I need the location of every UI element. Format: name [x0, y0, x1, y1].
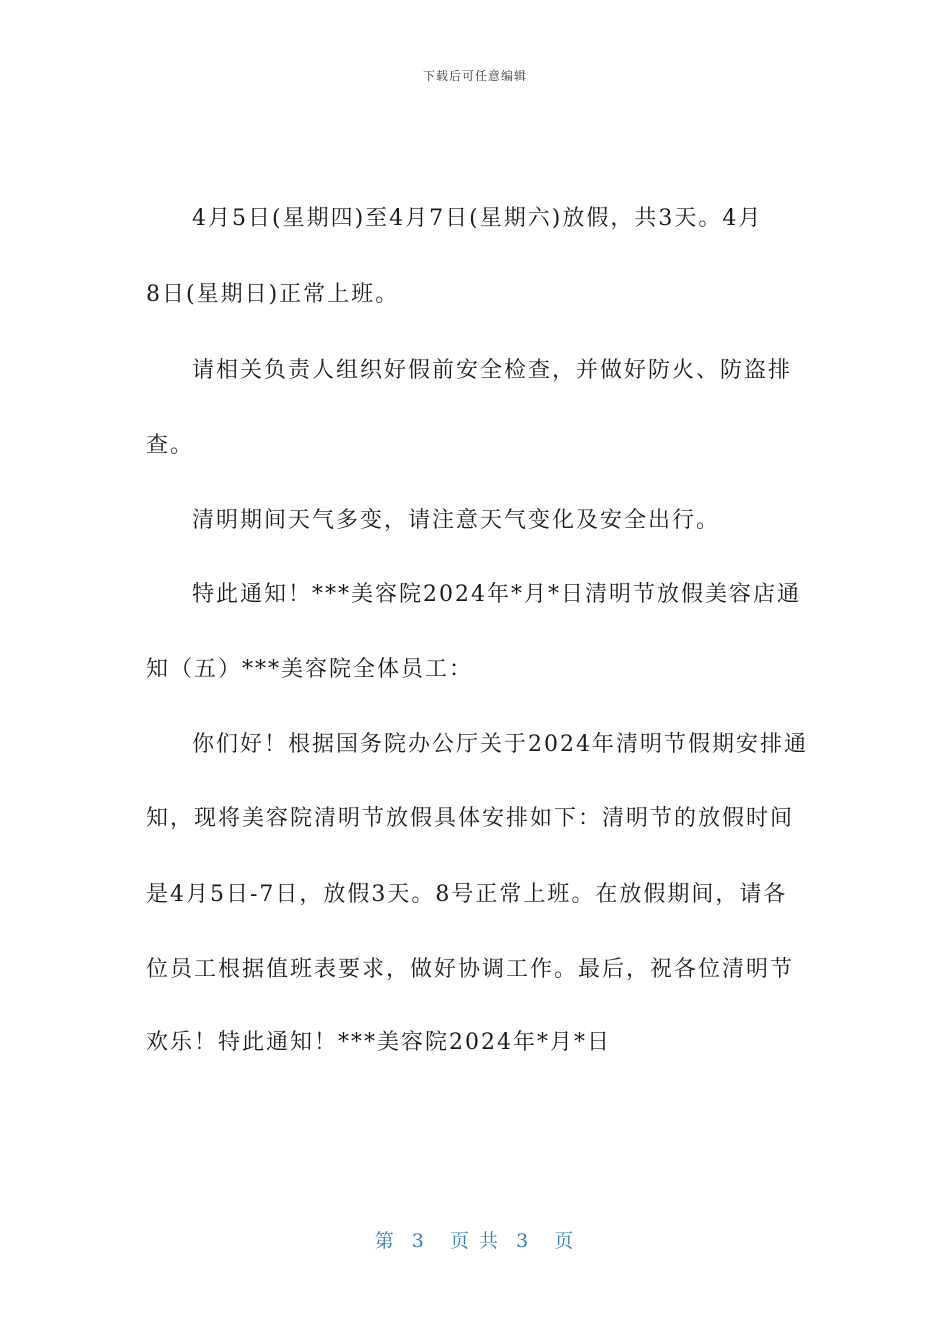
text-line: 知，现将美容院清明节放假具体安排如下：清明节的放假时间	[146, 806, 795, 831]
text-line: 是4月5日-7日，放假3天。8号正常上班。在放假期间，请各	[146, 882, 788, 907]
text-line: 知（五）***美容院全体员工：	[146, 657, 474, 682]
text-line: 位员工根据值班表要求，做好协调工作。最后，祝各位清明节	[146, 957, 795, 982]
text-line: 8日(星期日)正常上班。	[146, 282, 400, 307]
text-line: 你们好！根据国务院办公厅关于2024年清明节假期安排通	[192, 732, 808, 757]
text-line: 特此通知！***美容院2024年*月*日清明节放假美容店通	[192, 582, 801, 607]
text-line: 欢乐！特此通知！***美容院2024年*月*日	[146, 1030, 611, 1055]
text-line: 清明期间天气多变，请注意天气变化及安全出行。	[192, 508, 721, 533]
page-number-footer: 第 3 页 共 3 页	[374, 1230, 576, 1252]
text-line: 4月5日(星期四)至4月7日(星期六)放假，共3天。4月	[192, 206, 763, 231]
page-header-note: 下载后可任意编辑	[422, 69, 527, 83]
text-line: 查。	[146, 433, 195, 458]
text-line: 请相关负责人组织好假前安全检查，并做好防火、防盗排	[192, 358, 793, 383]
